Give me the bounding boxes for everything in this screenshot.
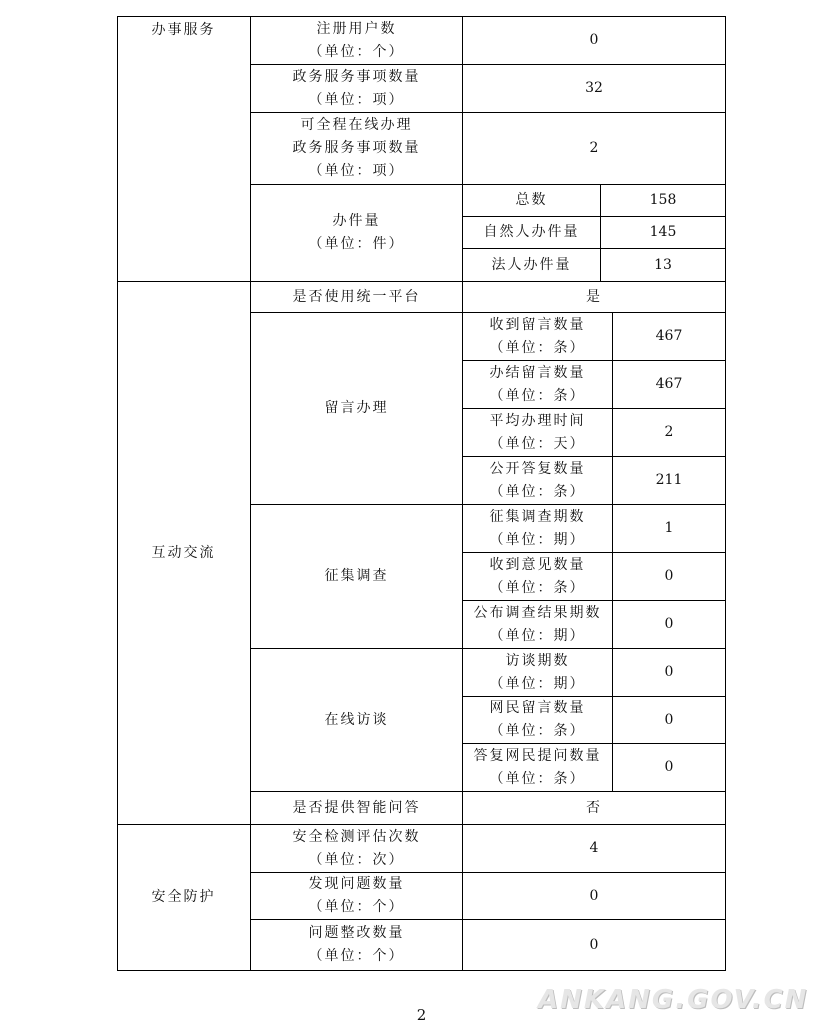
survey-periods-label: 征集调查期数 （单位：期） [489,508,586,548]
interview-replies-label: 答复网民提问数量 （单位：条） [473,747,602,787]
section-interaction-title: 互动交流 [151,544,216,561]
online-items-value: 2 [589,140,599,156]
survey-opinions-label: 收到意见数量 （单位：条） [489,556,586,596]
security-issues-label: 发现问题数量 （单位：个） [308,876,405,915]
survey-opinions-value: 0 [664,568,674,584]
interview-replies-value: 0 [664,759,674,775]
interview-periods-value: 0 [664,664,674,680]
section-security-title: 安全防护 [151,889,216,905]
messages-avg-time-value: 2 [664,424,674,440]
messages-public-reply-label: 公开答复数量 （单位：条） [489,460,586,500]
registered-users-label: 注册用户数 （单位：个） [308,20,405,60]
messages-group-label: 留言办理 [324,400,389,416]
messages-closed-value: 467 [655,376,683,392]
messages-public-reply-value: 211 [655,472,683,488]
messages-received-label: 收到留言数量 （单位：条） [489,316,586,356]
volume-label: 办件量 （单位：件） [308,213,405,252]
interview-messages-label: 网民留言数量 （单位：条） [489,700,586,739]
survey-periods-value: 1 [664,520,674,536]
security-checks-value: 4 [589,840,599,856]
volume-natural-label: 自然人办件量 [483,224,580,240]
interview-periods-label: 访谈期数 （单位：期） [489,652,586,692]
page-number: 2 [416,1006,427,1024]
online-items-label: 可全程在线办理 政务服务事项数量 （单位：项） [292,117,421,179]
unified-platform-value: 是 [586,288,602,305]
volume-total-value: 158 [649,192,677,208]
section-service-title: 办事服务 [151,22,216,38]
volume-legal-label: 法人办件量 [491,256,572,273]
messages-received-value: 467 [655,328,683,344]
messages-avg-time-label: 平均办理时间 （单位：天） [489,412,586,452]
gov-items-value: 32 [585,80,603,96]
volume-total-label: 总数 [515,192,548,208]
messages-closed-label: 办结留言数量 （单位：条） [489,364,586,404]
survey-results-value: 0 [664,616,674,632]
interview-messages-value: 0 [664,711,674,728]
security-fixed-value: 0 [589,936,599,953]
volume-natural-value: 145 [649,224,677,240]
security-fixed-label: 问题整改数量 （单位：个） [308,925,405,964]
smart-qa-value: 否 [586,799,602,816]
site-watermark: ANKANG.GOV.CN [538,985,809,1015]
unified-platform-label: 是否使用统一平台 [292,288,421,305]
gov-items-label: 政务服务事项数量 （单位：项） [292,68,421,108]
security-checks-label: 安全检测评估次数 （单位：次） [292,828,421,868]
interview-group-label: 在线访谈 [324,711,389,728]
security-issues-value: 0 [589,887,599,904]
registered-users-value: 0 [589,32,599,48]
survey-group-label: 征集调查 [324,568,389,584]
smart-qa-label: 是否提供智能问答 [292,799,421,816]
volume-legal-value: 13 [654,256,672,273]
survey-results-label: 公布调查结果期数 （单位：期） [473,604,602,644]
report-table [117,16,726,971]
